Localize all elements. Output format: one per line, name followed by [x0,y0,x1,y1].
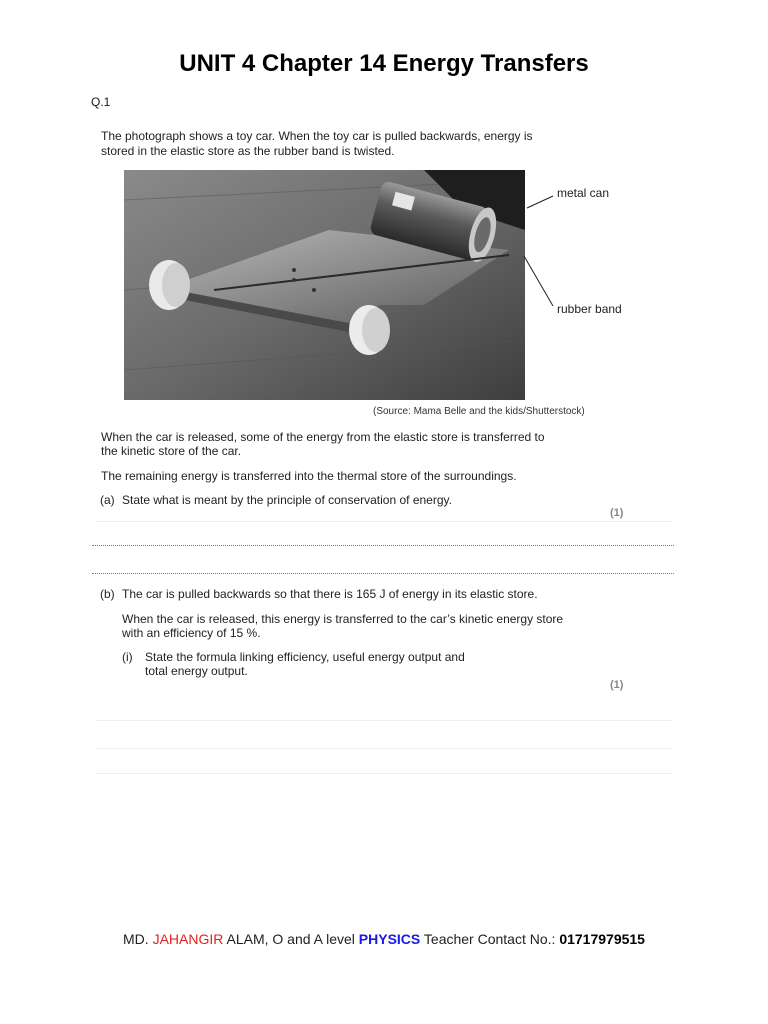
footer-prefix: MD. [123,931,153,947]
answer-line[interactable] [92,573,674,574]
part-b-line-3: with an efficiency of 15 %. [122,626,261,640]
footer-subject: PHYSICS [358,931,421,947]
page-title: UNIT 4 Chapter 14 Energy Transfers [179,50,589,77]
part-a-label: (a) [100,493,115,507]
part-b-i-label: (i) [122,650,133,664]
part-b-i-line-2: total energy output. [145,664,248,678]
footer-middle: ALAM, O and A level [223,931,359,947]
label-rubber-band: rubber band [557,302,622,316]
footer-phone: 01717979515 [559,931,645,947]
label-metal-can: metal can [557,186,610,200]
release-line-2: the kinetic store of the car. [101,444,242,458]
toy-car-photo [124,170,525,400]
answer-line-faint [96,720,672,721]
part-a-marks: (1) [610,507,624,519]
answer-line[interactable] [92,545,674,546]
question-number: Q.1 [91,95,111,109]
photo-source: (Source: Mama Belle and the kids/Shutterstock) [373,406,585,417]
part-b-i-marks: (1) [610,679,624,691]
part-b-line-2: When the car is released, this energy is transferred to the car’s kinetic energy store [122,612,564,626]
answer-line-faint [96,773,672,774]
intro-line-2: stored in the elastic store as the rubber band is twisted. [101,144,395,158]
part-b-i-line-1: State the formula linking efficiency, useful energy output and [145,650,465,664]
footer-name: JAHANGIR [152,931,224,947]
intro-line-1: The photograph shows a toy car. When the toy car is pulled backwards, energy is [101,129,533,143]
footer-suffix: Teacher Contact No.: [420,931,560,947]
part-b-question: The car is pulled backwards so that there is 165 J of energy in its elastic store. [122,587,538,601]
release-line-1: When the car is released, some of the energy from the elastic store is transferred to [101,430,545,444]
part-a-question: State what is meant by the principle of conservation of energy. [122,493,452,507]
release-line-3: The remaining energy is transferred into the thermal store of the surroundings. [101,469,517,483]
part-b-label: (b) [100,587,115,601]
answer-line-faint [96,521,672,522]
footer-credit [0,931,768,947]
answer-line-faint [96,748,672,749]
